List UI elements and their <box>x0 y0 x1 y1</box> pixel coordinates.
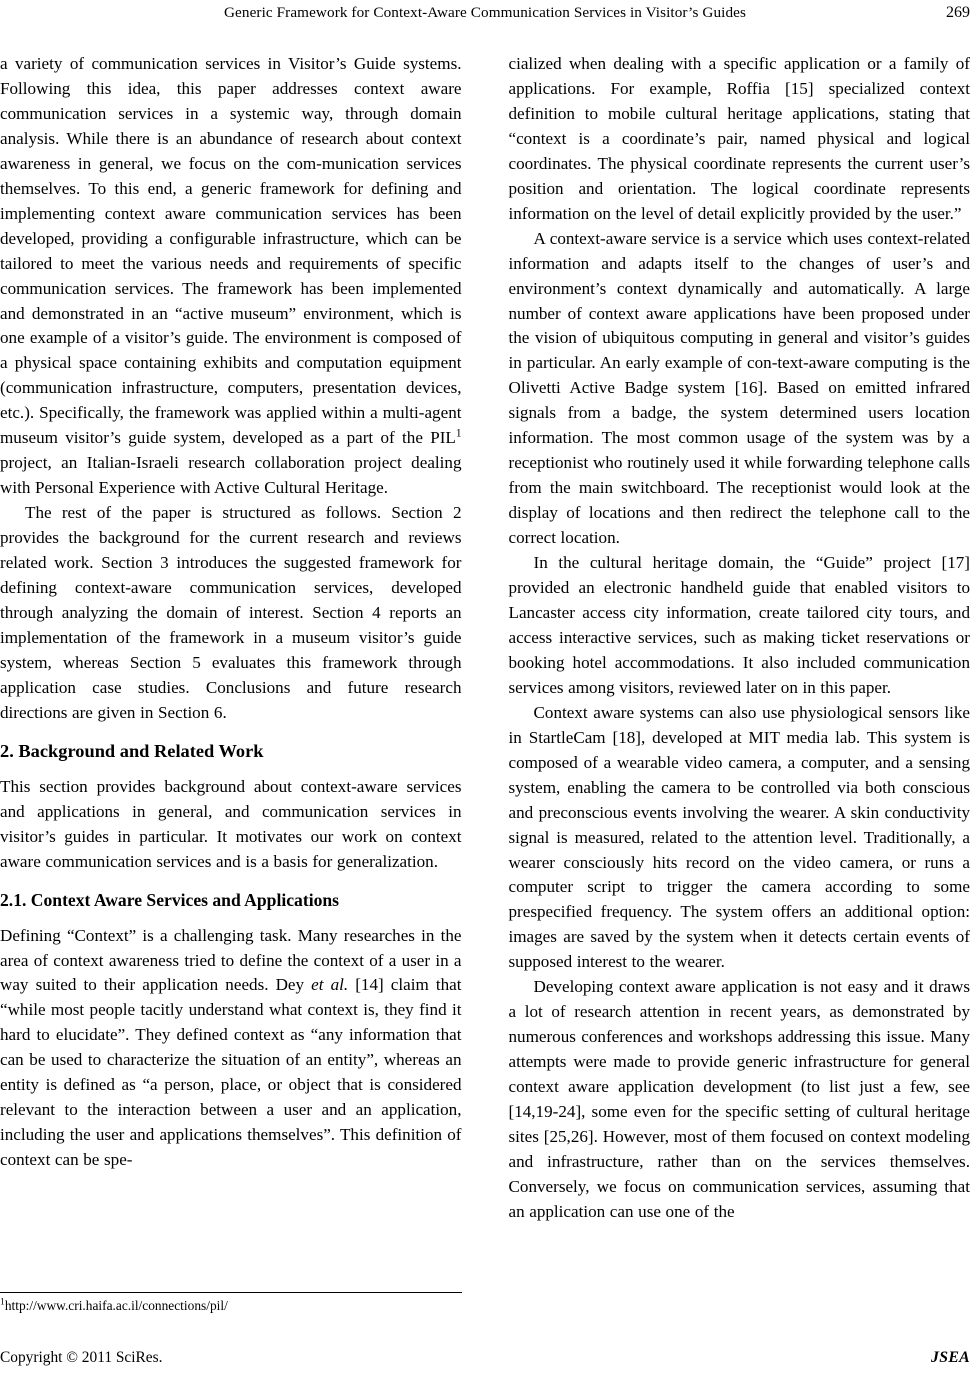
paragraph-text-part1: Defining “Context” is a challenging task. Many researches in the area of context awareness tried to define the context of a user in a way suited to their application needs. Dey <box>0 925 462 995</box>
left-column <box>0 52 462 1313</box>
paragraph-context-aware-service: A context-aware service is a service which uses context-related information and adapts itself to the changes of user’s and environment’s context dynamically and automatically. A large number of context aware applications have been proposed under the vision of ubiquitous computing in general and visitor’s guides in particular. An early example of con-text-aware computing is the Olivetti Active Badge system [16]. Based on emitted infrared signals from a badge, the system determined users location information. The most common usage of the system was by a receptionist who routinely used it while forwarding telephone calls from the main switchboard. The receptionist would look at the display of locations and then redirect the telephone call to the correct location. <box>508 228 970 548</box>
paragraph-section-2-intro: This section provides background about context-aware services and applications in general, and communication services in visitor’s guides in particular. It motivates our work on context aware communication services and is a basis for generalization. <box>0 776 462 871</box>
footnote-block <box>0 1292 462 1315</box>
footnote-marker-icon: 1 <box>455 427 462 440</box>
section-heading-2: 2. Background and Related Work <box>0 740 264 761</box>
paragraph-text-tail: project, an Italian-Israeli research collaboration project dealing with Personal Experience with Active Cultural Heritage. <box>0 453 462 498</box>
two-column-body <box>0 52 970 1313</box>
subsection-heading-2-1: 2.1. Context Aware Services and Applications <box>0 889 340 910</box>
paragraph-developing-context-aware: Developing context aware application is not easy and it draws a lot of research attention in recent years, as demonstrated by numerous conferences and workshops addressing this issue. Many attempts were made to provide generic infrastructure for general context aware application development (to list just a few, see [14,19-24], some even for the specific setting of cultural heritage sites [25,26]. However, most of them focused on context modeling and infrastructure, rather than on the services themselves. Conversely, we focus on communication services, assuming that an application can use one of the <box>508 977 970 1221</box>
paragraph-startlecam: Context aware systems can also use physiological sensors like in StartleCam [18], developed at MIT media lab. This system is composed of a wearable video camera, a computer, and a sensing system, enabling the camera to be controlled via both conscious and preconscious events involving the wearer. A skin conductivity signal is measured, related to the attention level. Traditionally, a wearer consciously hits record on the video camera, or runs a computer script to trigger the camera according to some prespecified frequency. The system offers an additional option: images are saved by the system when it detects certain events of supposed interest to the wearer. <box>508 702 970 972</box>
citation-et-al: et al. <box>311 975 349 995</box>
journal-abbreviation: JSEA <box>931 1349 970 1366</box>
paragraph-text-part2: [14] claim that “while most people tacitly understand what context is, they find it hard to elucidate”. They defined context as “any information that can be used to characterize the situation of an entity”, whereas an entity is defined as “a person, place, or object that is considered relevant to the interaction between a user and an application, including the user and applications themselves”. This definition of context can be spe- <box>0 975 462 1170</box>
right-column <box>509 52 970 1298</box>
page-number: 269 <box>946 4 970 21</box>
paragraph-paper-structure: The rest of the paper is structured as follows. Section 2 provides the background for the current research and reviews related work. Section 3 introduces the suggested framework for defining context-aware communication services, developed through analyzing the domain of interest. Section 4 reports an implementation of the framework in a museum visitor’s guide system, whereas Section 5 evaluates this framework through application case studies. Conclusions and future research directions are given in Section 6. <box>0 503 462 722</box>
paragraph-guide-project: In the cultural heritage domain, the “Guide” project [17] provided an electronic handheld guide that enabled visitors to Lancaster access city information, create tailored city tours, and access interactive services, such as making ticket reservations or booking hotel accommodations. It also included communication services among visitors, reviewed later on in this paper. <box>508 553 970 697</box>
paragraph-intro-continued <box>0 52 462 501</box>
page-footer <box>0 1348 970 1368</box>
paragraph-text: a variety of communication services in Visitor’s Guide systems. Following this idea, this paper addresses context aware communication services in a systemic way, through domain analysis. While there is an abundance of research about context awareness in general, we focus on the com-munication services themselves. To this end, a generic framework for defining and implementing context aware communication services has been developed, providing a configurable infrastructure, which can be tailored to meet the various needs and requirements of specific communication services. The framework has been implemented and demonstrated in an “active museum” environment, which is one example of a visitor’s guide. The environment is composed of a physical space containing exhibits and computation equipment (communication infrastructure, computers, presentation devices, etc.). Specifically, the framework was applied within a multi-agent museum visitor’s guide system, developed as a part of the PIL <box>0 54 462 448</box>
footnote-entry <box>0 1297 462 1315</box>
running-head-title: Generic Framework for Context-Aware Communication Services in Visitor’s Guides <box>223 4 747 21</box>
paragraph-defining-context <box>0 924 462 1174</box>
copyright-notice: Copyright © 2011 SciRes. <box>0 1349 163 1366</box>
footnote-number: 1 <box>0 1296 5 1308</box>
paragraph-specialized-context: cialized when dealing with a specific application or a family of applications. For example, Roffia [15] specialized context definition to mobile cultural heritage applications, stating that “context is a coordinate’s pair, named physical and logical coordinates. The physical coordinate represents the current user’s position and orientation. The logical coordinate represents information on the level of detail explicitly provided by the user.” <box>508 54 970 223</box>
footnote-url[interactable]: http://www.cri.haifa.ac.il/connections/pil/ <box>4 1298 228 1313</box>
footnote-separator-rule <box>0 1292 462 1293</box>
running-head <box>0 2 970 28</box>
